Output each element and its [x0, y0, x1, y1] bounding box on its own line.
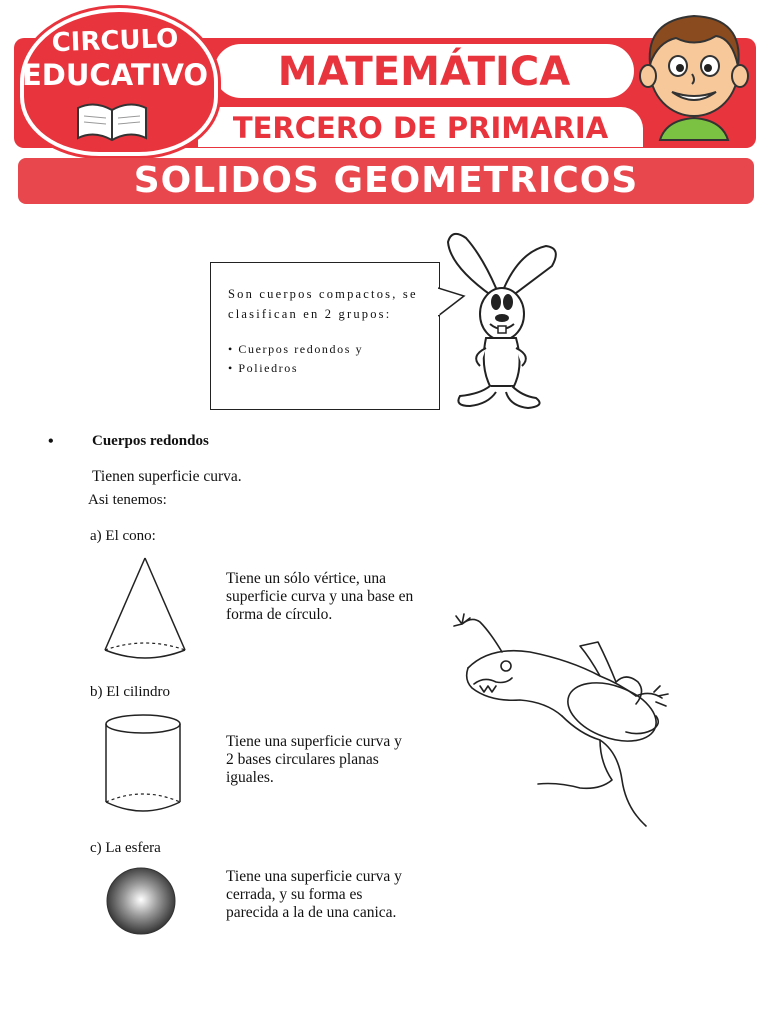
grade-title: TERCERO DE PRIMARIA: [232, 111, 609, 145]
cone-label: a) El cono:: [90, 528, 156, 544]
speech-intro: Son cuerpos compactos, se clasifican en 2 grupos:: [228, 287, 418, 321]
sphere-icon: [104, 866, 178, 936]
speech-list: [228, 340, 434, 378]
cone-description: Tiene un sólo vértice, una superficie curva y una base en forma de círculo.: [226, 570, 414, 623]
creature-sketch-icon: [450, 612, 672, 830]
logo-text-bottom: EDUCATIVO: [22, 58, 209, 92]
logo-text-top: CIRCULO: [51, 23, 179, 59]
sphere-description: Tiene una superficie curva y cerrada, y su forma es parecida a la de una canica.: [226, 868, 402, 921]
cylinder-label: b) El cilindro: [90, 684, 170, 700]
speech-item: • Poliedros: [228, 361, 299, 375]
page-title: SOLIDOS GEOMETRICOS: [133, 160, 639, 201]
section-lead: Asi tenemos:: [88, 492, 167, 508]
section-bullet: •: [48, 433, 54, 450]
speech-item: • Cuerpos redondos y: [228, 342, 364, 356]
sphere-label: c) La esfera: [90, 840, 161, 856]
boy-mascot-icon: [636, 8, 754, 148]
section-heading: Cuerpos redondos: [92, 433, 209, 449]
rabbit-cartoon-icon: [440, 226, 566, 412]
header: [0, 0, 768, 210]
subject-title: MATEMÁTICA: [277, 49, 571, 95]
cone-icon: [100, 556, 190, 662]
cylinder-icon: [102, 712, 184, 816]
open-book-icon: [74, 98, 150, 144]
cylinder-description: Tiene una superficie curva y 2 bases circulares planas iguales.: [226, 733, 402, 786]
section-description: Tienen superficie curva.: [92, 468, 242, 485]
